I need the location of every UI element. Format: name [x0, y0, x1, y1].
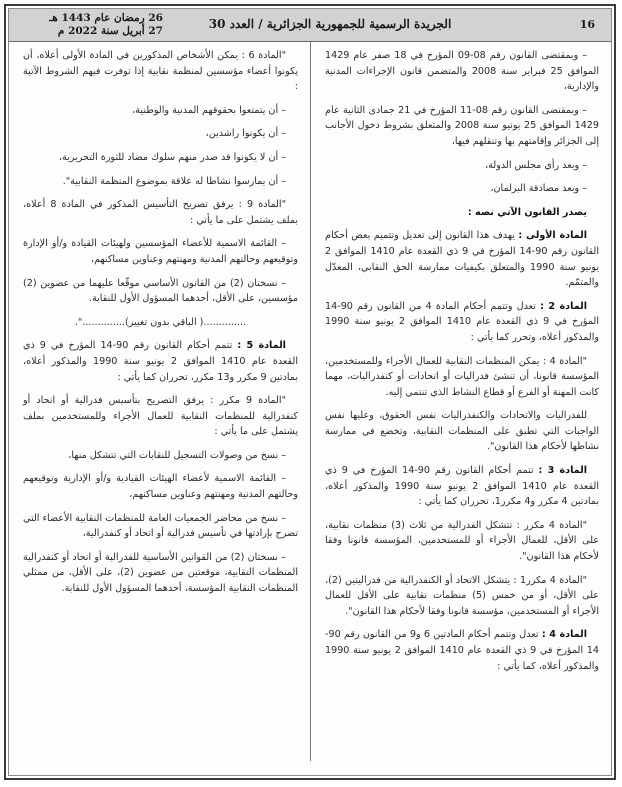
paragraph-text: – وبعد مصادقة البرلمان، — [490, 183, 587, 195]
paragraph-text: "المادة 4 مكرر1 : يتشكل الاتحاد أو الكنفدرالية من فدراليتين (2)، على الأقل، أو من خمس (5) منظمات نقابية على الأقل للعمال الأجراء أو المستخدمين، مؤسسة قانونا وفقا لأحكام هذا القانون". — [325, 574, 600, 617]
paragraph-text: – أن يمارسوا نشاطا له علاقة بموضوع المنظمة النقابية". — [62, 175, 286, 187]
paragraph — [325, 299, 599, 346]
paragraph-text: تتمم أحكام القانون رقم 90-14 المؤرخ في 9 ذي القعدة عام 1410 الموافق 2 يونيو سنة 1990 والمذكور أعلاه، بمادتين 9 مكرر و13 مكرر، تحرران كما يأتي : — [23, 340, 298, 383]
paragraph-text: "المادة 4 مكرر : تتشكل الفدرالية من ثلاث (3) منظمات نقابية، على الأقل، للعمال الأجراء أو للمستخدمين، المؤسسة قانونا وفقا لأحكام هذا القانون". — [325, 519, 599, 563]
paragraph-text: "المادة 9 مكرر : يرفق التصريح بتأسيس فدرالية أو اتحاد أو كنفدرالية للمنظمات النقابية للعمال الأجراء وللمستخدمين بملف يشتمل على ما يأتي : — [23, 395, 298, 438]
paragraph — [23, 471, 298, 502]
article-heading: يصدر القانون الآتي نصه : — [467, 206, 587, 218]
paragraph — [23, 315, 298, 331]
paragraph — [23, 48, 298, 95]
paragraph-text: للفدراليات والاتحادات والكنفدراليات نفس الحقوق، وعليها نفس الواجبات التي تطبق على المنظمات النقابية، وتخضع في ممارسة نشاطها لأحكام هذا القانون". — [325, 410, 599, 453]
paragraph — [325, 518, 599, 565]
paragraph-text: ..............( الباقي بدون تغيير)..............". — [74, 316, 247, 328]
article-heading: المادة 5 : — [237, 340, 286, 352]
paragraph — [325, 228, 599, 290]
paragraph — [325, 463, 599, 510]
paragraph-text: – القائمة الاسمية للأعضاء المؤسسين ولهيئات القيادة و/أو الإدارة وتوقيعهم وحالتهم المدنية ومهنتهم وعناوين مساكنهم، — [23, 238, 298, 265]
paragraph — [23, 511, 298, 542]
paragraph — [325, 408, 599, 455]
paragraph-text: – وبمقتضى القانون رقم 08-09 المؤرخ في 18 صفر عام 1429 الموافق 25 فبراير سنة 2008 والمتضمن قانون الإجراءات المدنية والإدارية، — [325, 50, 599, 93]
gazette-title: الجريدة الرسمية للجمهورية الجزائرية / العدد 30 — [208, 17, 452, 31]
date-gregorian: 27 أبريل سنة 2022 م — [57, 25, 163, 37]
page-number: 16 — [579, 18, 595, 31]
gazette-page — [4, 4, 616, 780]
paragraph-text: – نسختان (2) من القانون الأساسي موقّعا عليهما من عضوين (2) مؤسسين، على الأقل، أحدهما المسؤول الأول للنقابة. — [23, 277, 298, 305]
paragraph — [23, 174, 298, 190]
text-columns — [9, 42, 611, 775]
paragraph-text: – نسخ من محاضر الجمعيات العامة للمنظمات النقابية الأعضاء التي تصرح بإرادتها في تأسيس فدرالية أو اتحاد أو كنفدرالية، — [22, 512, 298, 540]
paragraph-text: "المادة 9 : يرفق تصريح التأسيس المذكور في المادة 8 أعلاه، بملف يشتمل على ما يأتي : — [23, 199, 298, 226]
paragraph-text: "المادة 6 : يمكن الأشخاص المذكورين في المادة الأولى أعلاه، أن يكونوا أعضاء مؤسسين لمنظمة نقابية إذا توفرت فيهم الشروط الآتية : — [23, 50, 298, 93]
paragraph — [23, 550, 298, 597]
date-hijri: 26 رمضان عام 1443 هـ — [49, 12, 163, 24]
paragraph — [23, 393, 298, 440]
paragraph-text: تتمم أحكام القانون رقم 90-14 المؤرخ في 9 ذي القعدة عام 1410 الموافق 2 يونيو سنة 1990 والمذكور أعلاه، بمادتين 4 مكرر و4 مكرر1، تحرران كما يأتي : — [325, 465, 600, 508]
article-heading: المادة 3 : — [538, 465, 587, 477]
paragraph — [325, 354, 599, 401]
paragraph-text: – أن يكونوا راشدين، — [205, 128, 286, 140]
right-column — [310, 42, 611, 761]
paragraph-text: – وبمقتضى القانون رقم 08-11 المؤرخ في 21 جمادى الثانية عام 1429 الموافق 25 يونيو سنة 2008 والمتعلق بشروط دخول الأجانب إلى الجزائر وإقامتهم بها وتنقلهم فيها، — [325, 104, 600, 147]
paragraph — [23, 103, 298, 119]
paragraph-text: تعدل وتتمم أحكام المادتين 6 و9 من القانون رقم 90-14 المؤرخ في 9 ذي القعدة عام 1410 الموافق 2 يونيو سنة 1990 والمذكور أعلاه، كما يأتي : — [325, 629, 599, 672]
paragraph — [23, 197, 298, 228]
paragraph-text: – وبعد رأي مجلس الدولة، — [485, 159, 587, 171]
paragraph-text: – القائمة الاسمية لأعضاء الهيئات القيادية و/أو الإدارية وتوقيعهم وحالتهم المدنية ومهنتهم وعناوين مساكنهم، — [23, 473, 298, 501]
paragraph — [325, 205, 599, 221]
paragraph — [23, 150, 298, 166]
left-column — [9, 42, 310, 775]
paragraph-text: تعدل وتتمم أحكام المادة 4 من القانون رقم 90-14 المؤرخ في 9 ذي القعدة عام 1410 الموافق 2 يونيو سنة 1990 والمذكور أعلاه، وتحرر كما يأتي : — [325, 300, 599, 343]
paragraph-text: – نسختان (2) من القوانين الأساسية للفدرالية أو اتحاد أو كنفدرالية المنظمات النقابية، موقعتين من عضوين (2)، على الأقل، من ممثلي المنظمات النقابية المؤسسة، أحدهما المسؤول الأول للنقابة. — [23, 551, 298, 595]
paragraph — [325, 103, 599, 150]
article-heading: المادة الأولى : — [518, 230, 587, 242]
paragraph — [325, 48, 599, 95]
issue-date — [23, 12, 163, 38]
paragraph-text: يهدف هذا القانون إلى تعديل وتتميم بعض أحكام القانون رقم 90-14 المؤرخ في 9 ذي القعدة عام 1410 الموافق 2 يونيو سنة 1990 والمتعلق بكيفيات ممارسة الحق النقابي، المعدّل والمتمّم. — [325, 230, 599, 289]
paragraph — [325, 573, 599, 620]
article-heading: المادة 4 : — [541, 629, 588, 641]
paragraph — [23, 236, 298, 267]
paragraph — [23, 126, 298, 142]
paragraph — [23, 276, 298, 307]
paragraph — [23, 448, 298, 464]
paragraph — [325, 158, 599, 174]
paragraph — [23, 338, 298, 385]
paragraph — [325, 627, 599, 674]
paragraph-text: "المادة 4 : يمكن المنظمات النقابية للعمال الأجراء وللمستخدمين، المؤسسة قانونا، أن تنشئ فدراليات أو اتحادات أو كنفدراليات، مهما كانت المهنة أو الفرع أو قطاع النشاط الذي تنتمي إليه. — [325, 355, 599, 398]
page-header — [9, 9, 611, 42]
article-heading: المادة 2 : — [540, 300, 588, 312]
paragraph — [325, 181, 599, 197]
paragraph-text: – أن لا يكونوا قد صدر منهم سلوك مضاد للثورة التحريرية، — [58, 151, 286, 163]
paragraph-text: – أن يتمتعوا بحقوقهم المدنية والوطنية، — [132, 104, 286, 116]
paragraph-text: – نسخ من وصولات التسجيل للنقابات التي تتشكل منها، — [68, 449, 286, 461]
